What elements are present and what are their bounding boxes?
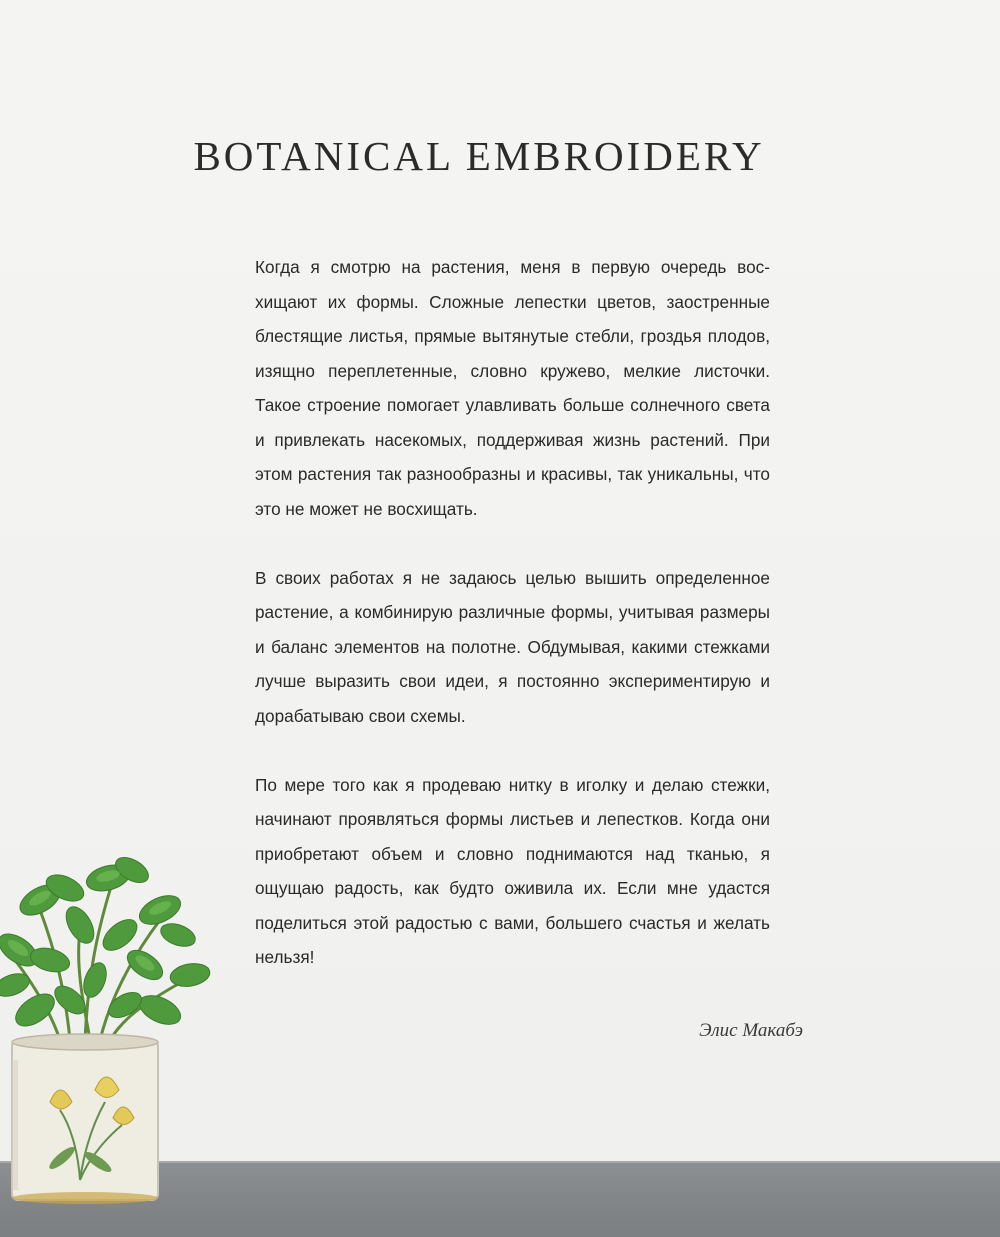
- paragraph-1: Когда я смотрю на растения, меня в первую очередь восхищают их формы. Сложные лепестки цветов, заостренные блестящие листья, прямые вытянутые стебли, гроздья плодов, изящно переплетенные, словно кружево, мелкие листочки. Такое строение помогает улавливать больше солнечного света и привлекать насекомых, поддерживая жизнь растений. При этом растения так разнообразны и красивы, так уникальны, что это не может не восхищать.: [255, 257, 770, 519]
- paragraph-2: В своих работах я не задаюсь целью вышить определенное растение, а комбинирую различные формы, учитывая размеры и баланс элементов на полотне. Обдумывая, какими стежками лучше выразить свои идеи, я постоянно экспериментирую и дорабатываю свои схемы.: [255, 567, 770, 726]
- mint-plant-icon: [0, 840, 220, 1210]
- body-text: [255, 250, 770, 975]
- page-title: BOTANICAL EMBROIDERY: [193, 133, 765, 179]
- tulip-pot-icon: [12, 1034, 158, 1204]
- author-signature: Элис Макабэ: [699, 1020, 803, 1041]
- paragraph-3: По мере того как я продеваю нитку в иголку и делаю стежки, начинают проявляться формы листьев и лепестков. Когда они приобретают объем и словно поднимаются над тканью, я ощущаю радость, как будто оживила их. Если мне удастся поделиться этой радостью с вами, большего счастья и желать нельзя!: [255, 774, 770, 967]
